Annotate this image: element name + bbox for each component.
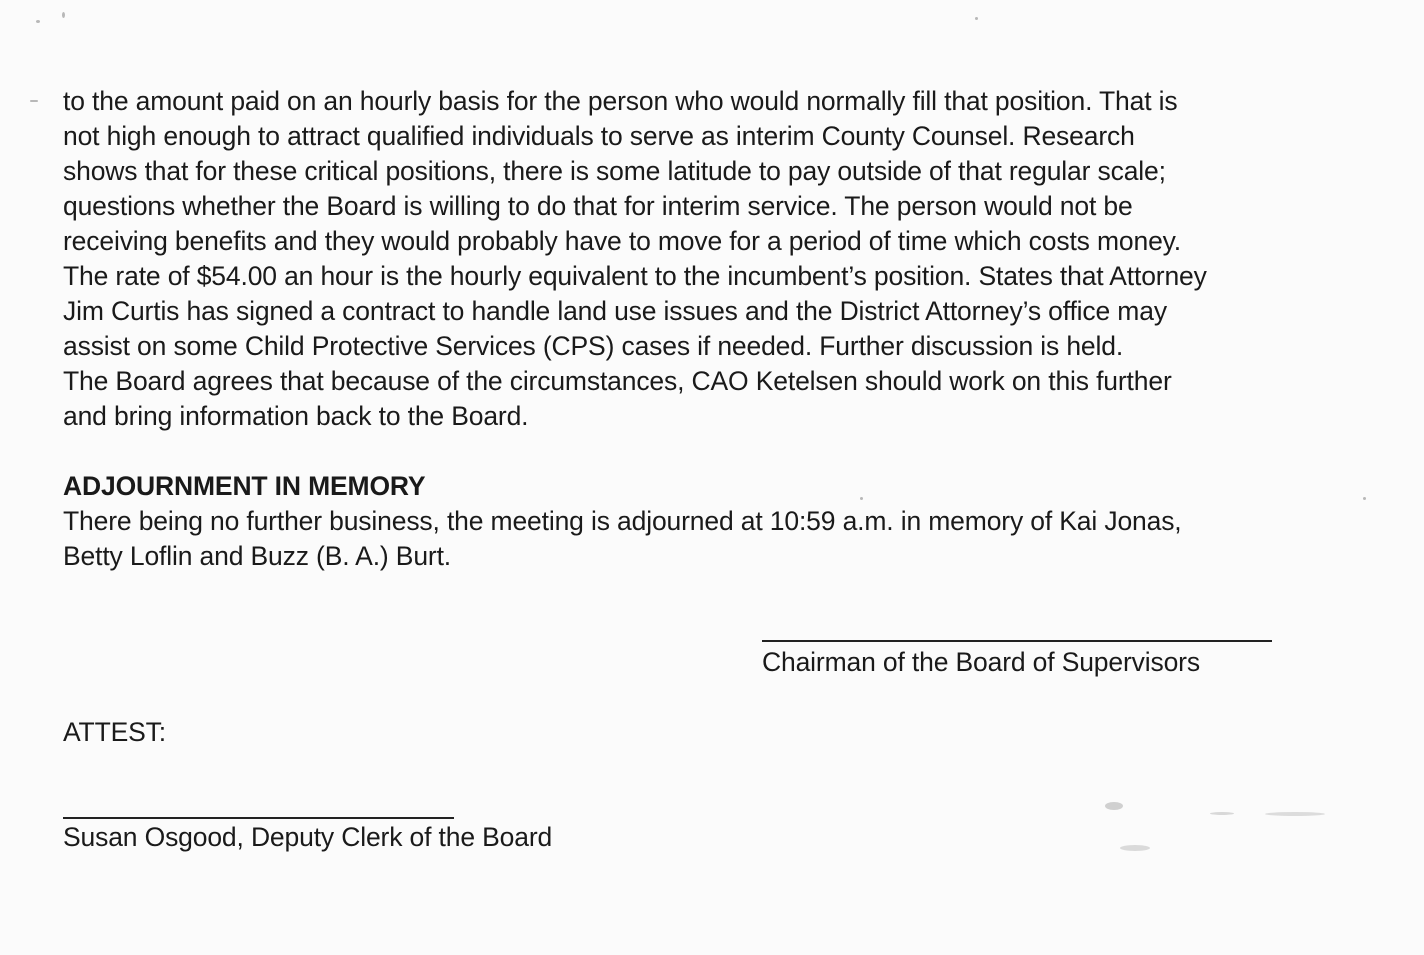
scan-speck [30, 100, 38, 102]
attest-label: ATTEST: [63, 717, 166, 747]
body-line-2: not high enough to attract qualified individuals to serve as interim County Counsel. Research [63, 121, 1135, 151]
body-line-1: to the amount paid on an hourly basis for the person who would normally fill that position. That is [63, 86, 1178, 116]
body-line-7: Jim Curtis has signed a contract to handle land use issues and the District Attorney’s office may [63, 296, 1167, 326]
scan-speck [1120, 845, 1150, 851]
scan-speck [1265, 812, 1325, 816]
body-line-9: The Board agrees that because of the circumstances, CAO Ketelsen should work on this further [63, 366, 1172, 396]
scan-speck [36, 20, 40, 23]
body-line-10: and bring information back to the Board. [63, 401, 529, 431]
adjournment-line-1: There being no further business, the meeting is adjourned at 10:59 a.m. in memory of Kai Jonas, [63, 506, 1182, 536]
chairman-signature-line [762, 640, 1272, 642]
body-line-5: receiving benefits and they would probably have to move for a period of time which costs money. [63, 226, 1182, 256]
scan-speck [1210, 812, 1234, 815]
body-line-3: shows that for these critical positions, there is some latitude to pay outside of that regular scale; [63, 156, 1166, 186]
body-line-8: assist on some Child Protective Services (CPS) cases if needed. Further discussion is held. [63, 331, 1124, 361]
body-line-4: questions whether the Board is willing to do that for interim service. The person would not be [63, 191, 1133, 221]
adjournment-line-2: Betty Loflin and Buzz (B. A.) Burt. [63, 541, 452, 571]
scan-speck [1105, 802, 1123, 810]
adjournment-heading: ADJOURNMENT IN MEMORY [63, 471, 426, 501]
scan-speck [1363, 497, 1366, 500]
scan-speck [62, 12, 65, 18]
chairman-label: Chairman of the Board of Supervisors [762, 647, 1200, 677]
clerk-signature-line [63, 817, 454, 819]
clerk-label: Susan Osgood, Deputy Clerk of the Board [63, 822, 553, 852]
scan-speck [975, 17, 978, 20]
body-line-6: The rate of $54.00 an hour is the hourly equivalent to the incumbent’s position. States that Attorney [63, 261, 1207, 291]
scan-speck [860, 497, 863, 500]
